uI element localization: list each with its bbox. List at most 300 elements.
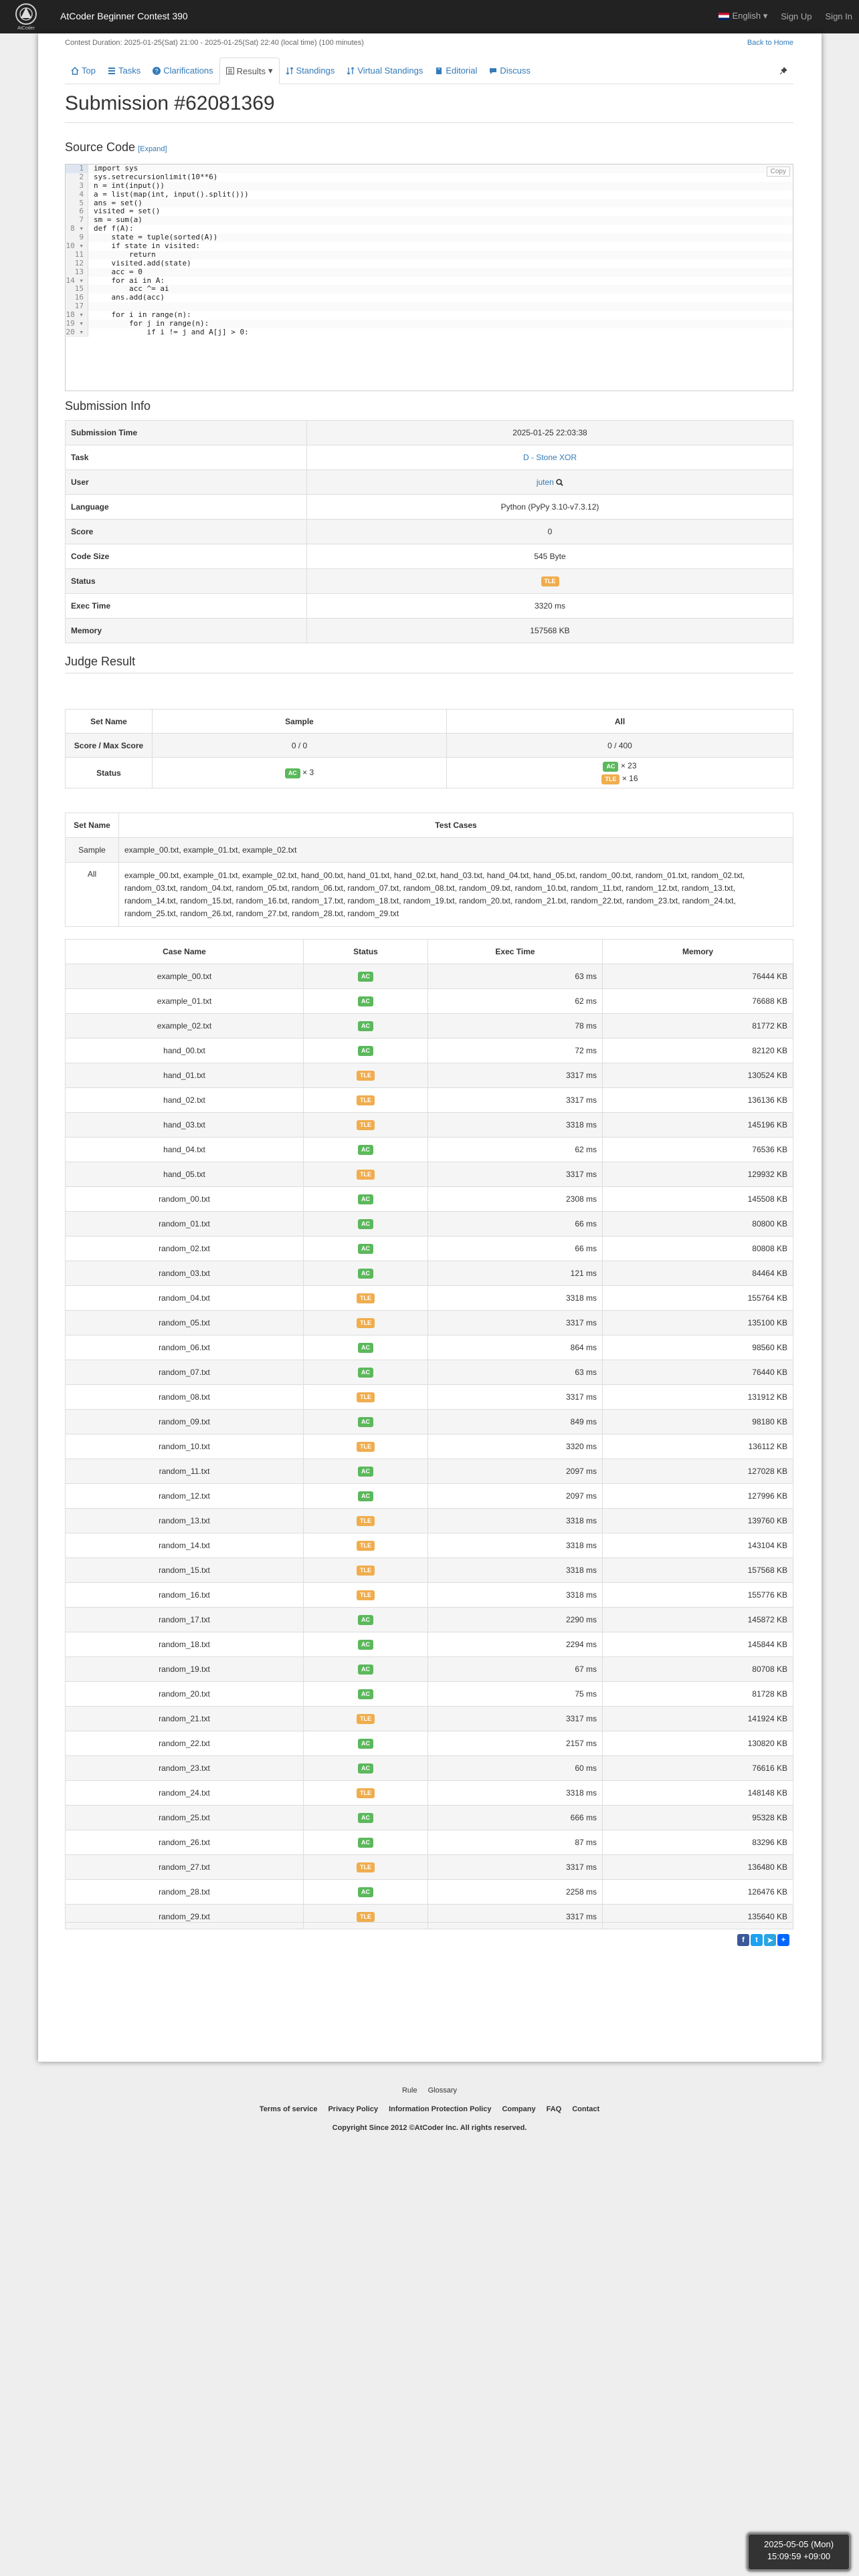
case-exec-time: 3318 ms xyxy=(428,1533,603,1558)
code-line xyxy=(66,199,793,208)
judge-header-row xyxy=(66,710,793,734)
submission-info-table xyxy=(65,420,793,643)
bottom-divider xyxy=(65,1922,793,1923)
case-exec-time: 2097 ms xyxy=(428,1484,603,1509)
tle-count: × 16 xyxy=(622,774,638,783)
info-label: Memory xyxy=(66,619,307,643)
case-status xyxy=(304,1533,428,1558)
code-text: import sys xyxy=(94,164,138,173)
case-name: random_21.txt xyxy=(66,1707,304,1731)
status-badge: AC xyxy=(358,1813,373,1823)
caret-down-icon: ▾ xyxy=(268,66,273,76)
list-icon xyxy=(108,67,116,75)
case-name: random_22.txt xyxy=(66,1731,304,1756)
case-memory: 76536 KB xyxy=(603,1138,793,1162)
case-exec-time: 62 ms xyxy=(428,1138,603,1162)
line-number: 20 ▾ xyxy=(66,328,88,337)
case-exec-time: 2294 ms xyxy=(428,1632,603,1657)
case-name: random_12.txt xyxy=(66,1484,304,1509)
case-memory: 83296 KB xyxy=(603,1830,793,1855)
info-row xyxy=(66,520,793,544)
status-badge: AC xyxy=(358,1838,373,1848)
status-badge: TLE xyxy=(357,1912,375,1922)
case-exec-time: 121 ms xyxy=(428,1261,603,1286)
status-badge: TLE xyxy=(357,1071,375,1081)
code-text: acc ^= ai xyxy=(94,284,169,294)
info-row xyxy=(66,421,793,445)
table-row xyxy=(66,1187,793,1212)
case-memory: 126476 KB xyxy=(603,1880,793,1905)
tab-virtual-standings-label: Virtual Standings xyxy=(357,66,423,76)
task-link[interactable]: D - Stone XOR xyxy=(522,453,577,462)
case-name: hand_04.txt xyxy=(66,1138,304,1162)
status-badge: AC xyxy=(358,1467,373,1477)
line-number: 14 ▾ xyxy=(66,277,88,286)
case-name: random_24.txt xyxy=(66,1781,304,1806)
footer-link[interactable]: Privacy Policy xyxy=(328,2105,379,2113)
tab-results-label: Results xyxy=(236,66,266,76)
contest-title-link[interactable]: AtCoder Beginner Contest 390 xyxy=(60,11,188,21)
tab-editorial[interactable] xyxy=(429,58,483,84)
source-code-heading xyxy=(65,140,167,154)
all-status xyxy=(447,758,793,788)
case-memory: 81728 KB xyxy=(603,1682,793,1707)
info-value xyxy=(307,569,793,594)
status-badge: TLE xyxy=(357,1714,375,1724)
info-value: 3320 ms xyxy=(307,594,793,619)
footer-link[interactable]: Information Protection Policy xyxy=(389,2105,492,2113)
source-code-heading-text: Source Code xyxy=(65,140,136,154)
footer xyxy=(0,2086,859,2132)
case-name: hand_01.txt xyxy=(66,1063,304,1088)
page-title: Submission #62081369 xyxy=(65,92,275,114)
case-exec-time: 60 ms xyxy=(428,1756,603,1781)
table-row xyxy=(66,1707,793,1731)
case-status xyxy=(304,1707,428,1731)
case-name: random_15.txt xyxy=(66,1558,304,1583)
footer-link[interactable]: Terms of service xyxy=(259,2105,318,2113)
info-row xyxy=(66,470,793,495)
language-label: English xyxy=(732,11,761,21)
sign-in-link[interactable]: Sign In xyxy=(825,11,852,21)
table-row xyxy=(66,1237,793,1261)
case-status xyxy=(304,1509,428,1533)
case-status xyxy=(304,1459,428,1484)
case-exec-time: 3318 ms xyxy=(428,1781,603,1806)
case-memory: 135100 KB xyxy=(603,1311,793,1335)
info-label: Score xyxy=(66,520,307,544)
tle-badge: TLE xyxy=(601,774,619,784)
memory-header: Memory xyxy=(603,940,793,964)
case-memory: 130820 KB xyxy=(603,1731,793,1756)
case-exec-time: 3317 ms xyxy=(428,1707,603,1731)
table-row xyxy=(66,1905,793,1929)
case-name: random_01.txt xyxy=(66,1212,304,1237)
pin-button[interactable] xyxy=(773,58,793,84)
case-status xyxy=(304,1311,428,1335)
ac-badge: AC xyxy=(285,768,300,778)
case-exec-time: 78 ms xyxy=(428,1014,603,1039)
set-cases: example_00.txt, example_01.txt, example_02.txt xyxy=(119,838,793,863)
case-exec-time: 63 ms xyxy=(428,964,603,989)
table-row xyxy=(66,1682,793,1707)
case-exec-time: 2308 ms xyxy=(428,1187,603,1212)
case-memory: 155776 KB xyxy=(603,1583,793,1608)
expand-link[interactable]: [Expand] xyxy=(138,145,167,153)
table-row xyxy=(66,1855,793,1880)
copy-button[interactable]: Copy xyxy=(767,167,790,177)
table-row xyxy=(66,1162,793,1187)
ac-count: × 3 xyxy=(302,767,314,777)
all-header: All xyxy=(447,710,793,734)
table-row xyxy=(66,1261,793,1286)
case-name: random_19.txt xyxy=(66,1657,304,1682)
code-line xyxy=(66,242,793,251)
case-exec-time: 3318 ms xyxy=(428,1583,603,1608)
book-icon xyxy=(435,67,443,75)
score-label: Score / Max Score xyxy=(66,734,153,758)
tab-clarifications-label: Clarifications xyxy=(163,66,213,76)
status-badge: TLE xyxy=(357,1392,375,1402)
back-to-home-link[interactable]: Back to Home xyxy=(747,39,793,47)
footer-link[interactable]: FAQ xyxy=(546,2105,562,2113)
status-badge: AC xyxy=(358,1640,373,1650)
info-label: Submission Time xyxy=(66,421,307,445)
table-row xyxy=(66,1558,793,1583)
code-line xyxy=(66,191,793,199)
case-memory: 98180 KB xyxy=(603,1410,793,1434)
list-alt-icon xyxy=(226,67,234,75)
submission-info-heading: Submission Info xyxy=(65,399,151,413)
table-row xyxy=(66,1509,793,1533)
table-row xyxy=(66,1434,793,1459)
case-status xyxy=(304,1212,428,1237)
tab-results[interactable] xyxy=(219,58,280,84)
status-badge: AC xyxy=(358,1269,373,1279)
all-score: 0 / 400 xyxy=(447,734,793,758)
case-memory: 80800 KB xyxy=(603,1212,793,1237)
line-number: 2 xyxy=(66,173,88,182)
judge-result-heading: Judge Result xyxy=(65,655,136,668)
case-exec-time: 864 ms xyxy=(428,1335,603,1360)
status-badge: TLE xyxy=(357,1541,375,1551)
case-memory: 143104 KB xyxy=(603,1533,793,1558)
case-exec-time: 3320 ms xyxy=(428,1434,603,1459)
case-status xyxy=(304,1187,428,1212)
case-status xyxy=(304,1632,428,1657)
cases-header-row xyxy=(66,940,793,964)
case-status xyxy=(304,1410,428,1434)
case-memory: 76688 KB xyxy=(603,989,793,1014)
line-number: 19 ▾ xyxy=(66,320,88,328)
case-name: random_16.txt xyxy=(66,1583,304,1608)
status-badge: TLE xyxy=(357,1590,375,1600)
tab-tasks[interactable] xyxy=(102,58,147,84)
table-row xyxy=(66,1311,793,1335)
case-status xyxy=(304,1781,428,1806)
line-number: 6 xyxy=(66,207,88,216)
tab-discuss[interactable] xyxy=(483,58,537,84)
case-name: random_20.txt xyxy=(66,1682,304,1707)
case-name: random_11.txt xyxy=(66,1459,304,1484)
case-status xyxy=(304,1088,428,1113)
code-text: a = list(map(int, input().split())) xyxy=(94,189,249,199)
case-memory: 76444 KB xyxy=(603,964,793,989)
case-status xyxy=(304,964,428,989)
case-memory: 135640 KB xyxy=(603,1905,793,1929)
status-badge: TLE xyxy=(357,1318,375,1328)
case-name: random_06.txt xyxy=(66,1335,304,1360)
footer-link[interactable]: Rule xyxy=(401,2086,417,2095)
line-number: 9 xyxy=(66,233,88,242)
case-exec-time: 3317 ms xyxy=(428,1162,603,1187)
status-badge: TLE xyxy=(357,1095,375,1105)
tab-top-label: Top xyxy=(82,66,96,76)
tab-tasks-label: Tasks xyxy=(118,66,141,76)
table-row xyxy=(66,1113,793,1138)
user-link[interactable]: juten xyxy=(536,477,554,487)
case-name: random_07.txt xyxy=(66,1360,304,1385)
case-status xyxy=(304,1434,428,1459)
case-exec-time: 3318 ms xyxy=(428,1509,603,1533)
case-exec-time: 3317 ms xyxy=(428,1385,603,1410)
case-exec-time: 3318 ms xyxy=(428,1558,603,1583)
set-cases: example_00.txt, example_01.txt, example_02.txt, hand_00.txt, hand_01.txt, hand_02.txt, hand_03.txt, hand_04.txt, hand_05.txt, random_00.txt, random_01.txt, random_02.txt, random_03.txt, random_04.txt, random_05.txt, random_06.txt, random_07.txt, random_08.txt, random_09.txt, random_10.txt, random_11.txt, random_12.txt, random_13.txt, random_14.txt, random_15.txt, random_16.txt, random_17.txt, random_18.txt, random_19.txt, random_20.txt, random_21.txt, random_22.txt, random_23.txt, random_24.txt, random_25.txt, random_26.txt, random_27.txt, random_28.txt, random_29.txt xyxy=(119,863,793,927)
case-name: random_27.txt xyxy=(66,1855,304,1880)
case-exec-time: 849 ms xyxy=(428,1410,603,1434)
code-line xyxy=(66,294,793,302)
set-name: All xyxy=(66,863,119,927)
status-badge: TLE xyxy=(357,1862,375,1872)
code-text: visited.add(state) xyxy=(94,258,191,267)
case-name: example_00.txt xyxy=(66,964,304,989)
case-name: random_29.txt xyxy=(66,1905,304,1929)
code-text: acc = 0 xyxy=(94,267,142,276)
info-value xyxy=(307,445,793,470)
contest-duration: Contest Duration: 2025-01-25(Sat) 21:00 - 2025-01-25(Sat) 22:40 (local time) (100 minutes) xyxy=(65,39,364,47)
sets-header-row xyxy=(66,813,793,838)
code-text: if i != j and A[j] > 0: xyxy=(94,327,249,336)
code-text: sys.setrecursionlimit(10**6) xyxy=(94,172,218,181)
case-exec-time: 66 ms xyxy=(428,1237,603,1261)
info-row xyxy=(66,495,793,520)
line-number: 1 xyxy=(66,165,88,173)
source-code-block[interactable] xyxy=(65,164,793,391)
status-badge: AC xyxy=(358,1244,373,1254)
case-name: random_23.txt xyxy=(66,1756,304,1781)
tab-virtual-standings[interactable] xyxy=(341,58,429,84)
code-text: for ai in A: xyxy=(94,276,165,285)
case-exec-time: 3317 ms xyxy=(428,1905,603,1929)
code-line xyxy=(66,173,793,182)
twitter-icon[interactable]: t xyxy=(751,1934,763,1946)
set-name: Sample xyxy=(66,838,119,863)
case-memory: 80808 KB xyxy=(603,1237,793,1261)
case-status xyxy=(304,1385,428,1410)
case-status xyxy=(304,1286,428,1311)
code-text: sm = sum(a) xyxy=(94,215,142,225)
case-memory: 127028 KB xyxy=(603,1459,793,1484)
test-cases-table xyxy=(65,939,793,1929)
case-memory: 136112 KB xyxy=(603,1434,793,1459)
case-memory: 130524 KB xyxy=(603,1063,793,1088)
info-row xyxy=(66,569,793,594)
tab-clarifications[interactable] xyxy=(147,58,219,84)
case-memory: 80708 KB xyxy=(603,1657,793,1682)
sign-up-link[interactable]: Sign Up xyxy=(781,11,812,21)
tab-top[interactable] xyxy=(65,58,102,84)
code-text: if state in visited: xyxy=(94,241,200,251)
footer-link[interactable]: Company xyxy=(502,2105,536,2113)
telegram-icon[interactable]: ➤ xyxy=(764,1934,776,1946)
case-name: random_10.txt xyxy=(66,1434,304,1459)
status-badge: TLE xyxy=(357,1566,375,1576)
table-row xyxy=(66,1063,793,1088)
info-value: Python (PyPy 3.10-v7.3.12) xyxy=(307,495,793,520)
case-name-header: Case Name xyxy=(66,940,304,964)
case-exec-time: 72 ms xyxy=(428,1039,603,1063)
footer-link[interactable]: Contact xyxy=(572,2105,600,2113)
case-exec-time: 3317 ms xyxy=(428,1311,603,1335)
info-label: Exec Time xyxy=(66,594,307,619)
navbar-right xyxy=(719,11,852,21)
status-badge: AC xyxy=(358,1046,373,1056)
status-badge: TLE xyxy=(357,1293,375,1303)
code-text: ans.add(acc) xyxy=(94,293,165,302)
case-status xyxy=(304,1162,428,1187)
share-buttons xyxy=(737,1934,789,1946)
case-exec-time: 3318 ms xyxy=(428,1113,603,1138)
table-row xyxy=(66,1286,793,1311)
case-memory: 145844 KB xyxy=(603,1632,793,1657)
case-status xyxy=(304,1880,428,1905)
footer-link[interactable]: Glossary xyxy=(427,2086,458,2095)
status-badge: TLE xyxy=(357,1442,375,1452)
case-status xyxy=(304,1113,428,1138)
case-status xyxy=(304,1855,428,1880)
test-sets-table xyxy=(65,813,793,927)
language-dropdown[interactable]: English ▾ xyxy=(719,11,767,21)
case-name: hand_03.txt xyxy=(66,1113,304,1138)
footer-links-primary xyxy=(0,2086,859,2095)
line-number: 5 xyxy=(66,199,88,208)
case-memory: 76440 KB xyxy=(603,1360,793,1385)
case-exec-time: 2097 ms xyxy=(428,1459,603,1484)
case-name: random_02.txt xyxy=(66,1237,304,1261)
question-icon xyxy=(153,67,161,75)
clock-time: 15:09:59 +09:00 xyxy=(767,2551,831,2561)
status-badge: AC xyxy=(358,1145,373,1155)
info-label: Status xyxy=(66,569,307,594)
code-text: state = tuple(sorted(A)) xyxy=(94,233,218,242)
case-exec-time: 3318 ms xyxy=(428,1286,603,1311)
status-badge: AC xyxy=(358,972,373,982)
table-row xyxy=(66,1410,793,1434)
atcoder-logo[interactable] xyxy=(7,2,45,31)
info-value: 2025-01-25 22:03:38 xyxy=(307,421,793,445)
case-exec-time: 666 ms xyxy=(428,1806,603,1830)
case-memory: 84464 KB xyxy=(603,1261,793,1286)
table-row xyxy=(66,1360,793,1385)
info-row xyxy=(66,619,793,643)
table-row xyxy=(66,1830,793,1855)
case-name: random_05.txt xyxy=(66,1311,304,1335)
case-name: random_17.txt xyxy=(66,1608,304,1632)
line-number: 17 xyxy=(66,302,88,311)
info-row xyxy=(66,445,793,470)
case-name: hand_00.txt xyxy=(66,1039,304,1063)
share-plus-icon[interactable]: + xyxy=(777,1934,789,1946)
facebook-icon[interactable]: f xyxy=(737,1934,749,1946)
table-row xyxy=(66,1608,793,1632)
case-name: hand_02.txt xyxy=(66,1088,304,1113)
pin-icon xyxy=(779,67,787,75)
case-status xyxy=(304,1731,428,1756)
table-row xyxy=(66,1756,793,1781)
case-exec-time: 3317 ms xyxy=(428,1855,603,1880)
code-line xyxy=(66,320,793,328)
info-value xyxy=(307,470,793,495)
sets-name-header: Set Name xyxy=(66,813,119,838)
sets-row-all xyxy=(66,863,793,927)
case-status xyxy=(304,1484,428,1509)
case-status xyxy=(304,1756,428,1781)
case-exec-time: 87 ms xyxy=(428,1830,603,1855)
sets-cases-header: Test Cases xyxy=(119,813,793,838)
case-memory: 129932 KB xyxy=(603,1162,793,1187)
code-line xyxy=(66,165,793,173)
info-label: Code Size xyxy=(66,544,307,569)
case-memory: 98560 KB xyxy=(603,1335,793,1360)
case-name: random_14.txt xyxy=(66,1533,304,1558)
status-badge: AC xyxy=(358,1887,373,1897)
info-label: Language xyxy=(66,495,307,520)
status-label: Status xyxy=(66,758,153,788)
sample-score: 0 / 0 xyxy=(153,734,447,758)
sort-icon xyxy=(286,67,294,75)
tab-discuss-label: Discuss xyxy=(500,66,531,76)
info-label: Task xyxy=(66,445,307,470)
table-row xyxy=(66,1459,793,1484)
tab-standings[interactable] xyxy=(280,58,341,84)
case-name: random_13.txt xyxy=(66,1509,304,1533)
status-badge: AC xyxy=(358,1739,373,1749)
status-header: Status xyxy=(304,940,428,964)
case-status xyxy=(304,1237,428,1261)
case-status xyxy=(304,1335,428,1360)
code-text xyxy=(88,302,94,311)
table-row xyxy=(66,964,793,989)
code-line xyxy=(66,182,793,191)
status-badge: AC xyxy=(358,1615,373,1625)
line-number: 11 xyxy=(66,251,88,259)
table-row xyxy=(66,1533,793,1558)
case-status xyxy=(304,1014,428,1039)
case-memory: 139760 KB xyxy=(603,1509,793,1533)
search-icon[interactable] xyxy=(556,479,563,486)
title-divider xyxy=(65,122,793,123)
line-number: 8 ▾ xyxy=(66,225,88,233)
set-name-header: Set Name xyxy=(66,710,153,734)
code-line xyxy=(66,216,793,225)
status-badge: TLE xyxy=(357,1516,375,1526)
table-row xyxy=(66,1088,793,1113)
svg-text:?: ? xyxy=(155,68,159,74)
case-status xyxy=(304,1608,428,1632)
case-exec-time: 3317 ms xyxy=(428,1063,603,1088)
exec-time-header: Exec Time xyxy=(428,940,603,964)
case-memory: 95328 KB xyxy=(603,1806,793,1830)
